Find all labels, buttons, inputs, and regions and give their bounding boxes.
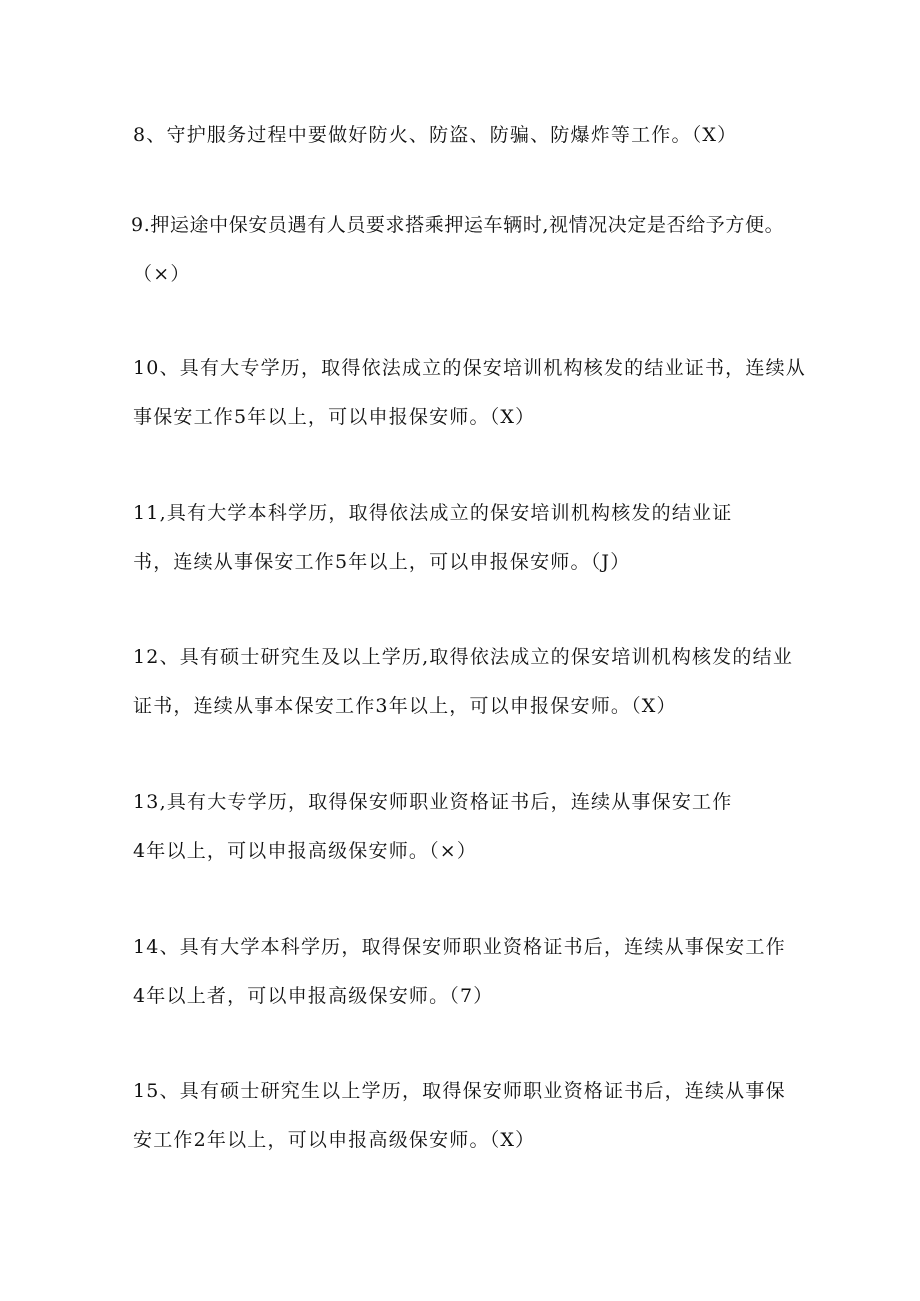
question-14-line-2: 4年以上者，可以申报高级保安师。（7） xyxy=(133,985,494,1007)
question-10-line-2: 事保安工作5年以上，可以申报保安师。（X） xyxy=(133,406,536,428)
question-9-line-1: 9.押运途中保安员遇有人员要求搭乘押运车辆时,视情况决定是否给予方便。 xyxy=(131,214,785,236)
question-11-line-1: 11,具有大学本科学历，取得依法成立的保安培训机构核发的结业证 xyxy=(133,502,733,524)
question-14-line-1: 14、具有大学本科学历，取得保安师职业资格证书后，连续从事保安工作 xyxy=(133,936,786,958)
question-15-line-1: 15、具有硕士研究生以上学历，取得保安师职业资格证书后，连续从事保 xyxy=(133,1080,786,1102)
question-11-line-2: 书，连续从事保安工作5年以上，可以申报保安师。（J） xyxy=(133,551,631,573)
question-8-line-1: 8、守护服务过程中要做好防火、防盗、防骗、防爆炸等工作。（X） xyxy=(133,124,738,146)
question-13-line-1: 13,具有大专学历，取得保安师职业资格证书后，连续从事保安工作 xyxy=(133,791,733,813)
question-12-line-1: 12、具有硕士研究生及以上学历,取得依法成立的保安培训机构核发的结业 xyxy=(133,646,794,668)
question-13-line-2: 4年以上，可以申报高级保安师。（×） xyxy=(133,840,478,862)
question-10-line-1: 10、具有大专学历，取得依法成立的保安培训机构核发的结业证书，连续从 xyxy=(133,357,806,379)
question-12-line-2: 证书，连续从事本保安工作3年以上，可以申报保安师。（X） xyxy=(133,695,677,717)
question-15-line-2: 安工作2年以上，可以申报高级保安师。（X） xyxy=(133,1129,536,1151)
question-9-line-2: （×） xyxy=(133,263,191,285)
